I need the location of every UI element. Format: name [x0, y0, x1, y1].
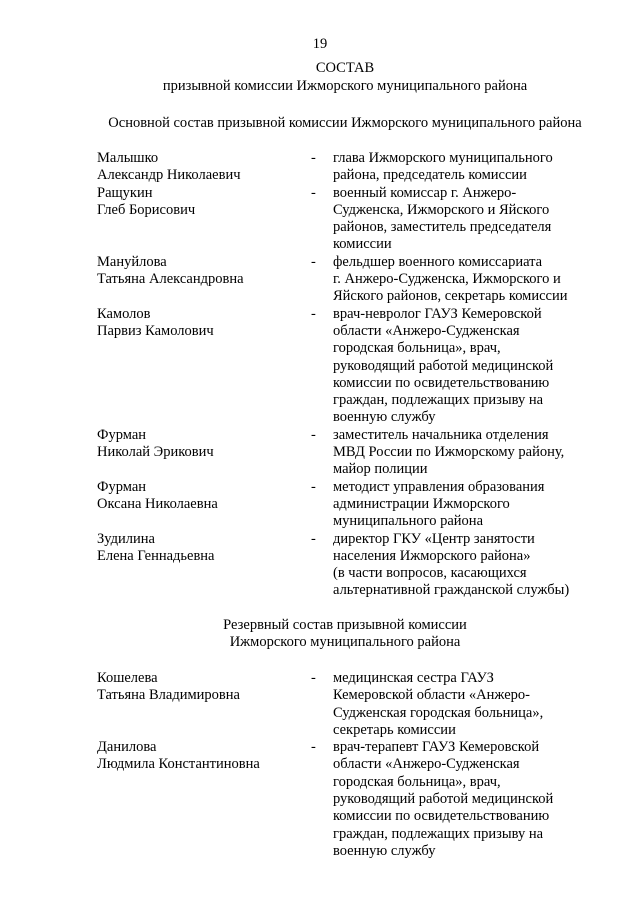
member-role: врач-невролог ГАУЗ Кемеровской области «Анжеро-Судженская городская больница», врач, руководящий работой медицинской комиссии по освидетельствованию граждан, подлежащих призыву на военную службу	[333, 305, 554, 426]
member-entry	[0, 185, 640, 254]
member-role: медицинская сестра ГАУЗ Кемеровской области «Анжеро- Судженская городская больница», секретарь комиссии	[333, 670, 544, 738]
member-dash: -	[311, 739, 316, 756]
member-role: заместитель начальника отделения МВД России по Ижморскому району, майор полиции	[333, 426, 565, 478]
member-entry	[0, 479, 640, 531]
member-entry	[0, 531, 640, 600]
member-entry	[0, 670, 640, 739]
member-dash: -	[311, 150, 316, 166]
member-name: Мануйлова Татьяна Александровна	[97, 253, 244, 288]
member-dash: -	[311, 670, 316, 686]
member-name: Фурман Оксана Николаевна	[97, 478, 218, 512]
main-members-list	[0, 150, 640, 600]
member-name: Малышко Александр Николаевич	[97, 150, 241, 184]
member-entry	[0, 150, 640, 185]
member-name: Камолов Парвиз Камолович	[97, 305, 214, 339]
member-name: Ращукин Глеб Борисович	[97, 184, 196, 218]
reserve-section-heading: Резервный состав призывной комиссии Ижморского муниципального района	[223, 617, 467, 651]
member-entry	[0, 427, 640, 479]
page-number: 19	[312, 36, 328, 52]
member-role: врач-терапевт ГАУЗ Кемеровской области «Анжеро-Судженская городская больница», врач, руководящий работой медицинской комиссии по освидетельствованию граждан, подлежащих призыву на военную службу	[333, 739, 554, 859]
member-name: Фурман Николай Эрикович	[97, 426, 214, 461]
member-entry	[0, 739, 640, 860]
member-role: директор ГКУ «Центр занятости населения Ижморского района» (в части вопросов, касающихся альтернативной гражданской службы)	[333, 530, 570, 599]
member-dash: -	[311, 253, 316, 270]
main-section-heading: Основной состав призывной комиссии Ижморского муниципального района	[108, 115, 582, 131]
member-entry	[0, 254, 640, 306]
member-role: военный комиссар г. Анжеро- Судженска, Ижморского и Яйского районов, заместитель председателя комиссии	[333, 184, 552, 253]
member-dash: -	[311, 184, 316, 201]
member-entry	[0, 306, 640, 427]
document-subtitle: призывной комиссии Ижморского муниципального района	[162, 78, 528, 94]
member-dash: -	[311, 530, 316, 547]
member-dash: -	[311, 478, 316, 495]
member-name: Зудилина Елена Геннадьевна	[97, 530, 215, 564]
member-dash: -	[311, 426, 316, 443]
reserve-members-list	[0, 670, 640, 860]
document-title: СОСТАВ	[315, 60, 375, 76]
member-role: фельдшер военного комиссариата г. Анжеро-Судженска, Ижморского и Яйского районов, секретарь комиссии	[333, 253, 568, 305]
member-dash: -	[311, 305, 316, 322]
member-role: методист управления образования администрации Ижморского муниципального района	[333, 478, 545, 530]
member-name: Кошелева Татьяна Владимировна	[97, 670, 240, 704]
member-name: Данилова Людмила Константиновна	[97, 739, 260, 773]
member-role: глава Ижморского муниципального района, председатель комиссии	[333, 150, 553, 184]
